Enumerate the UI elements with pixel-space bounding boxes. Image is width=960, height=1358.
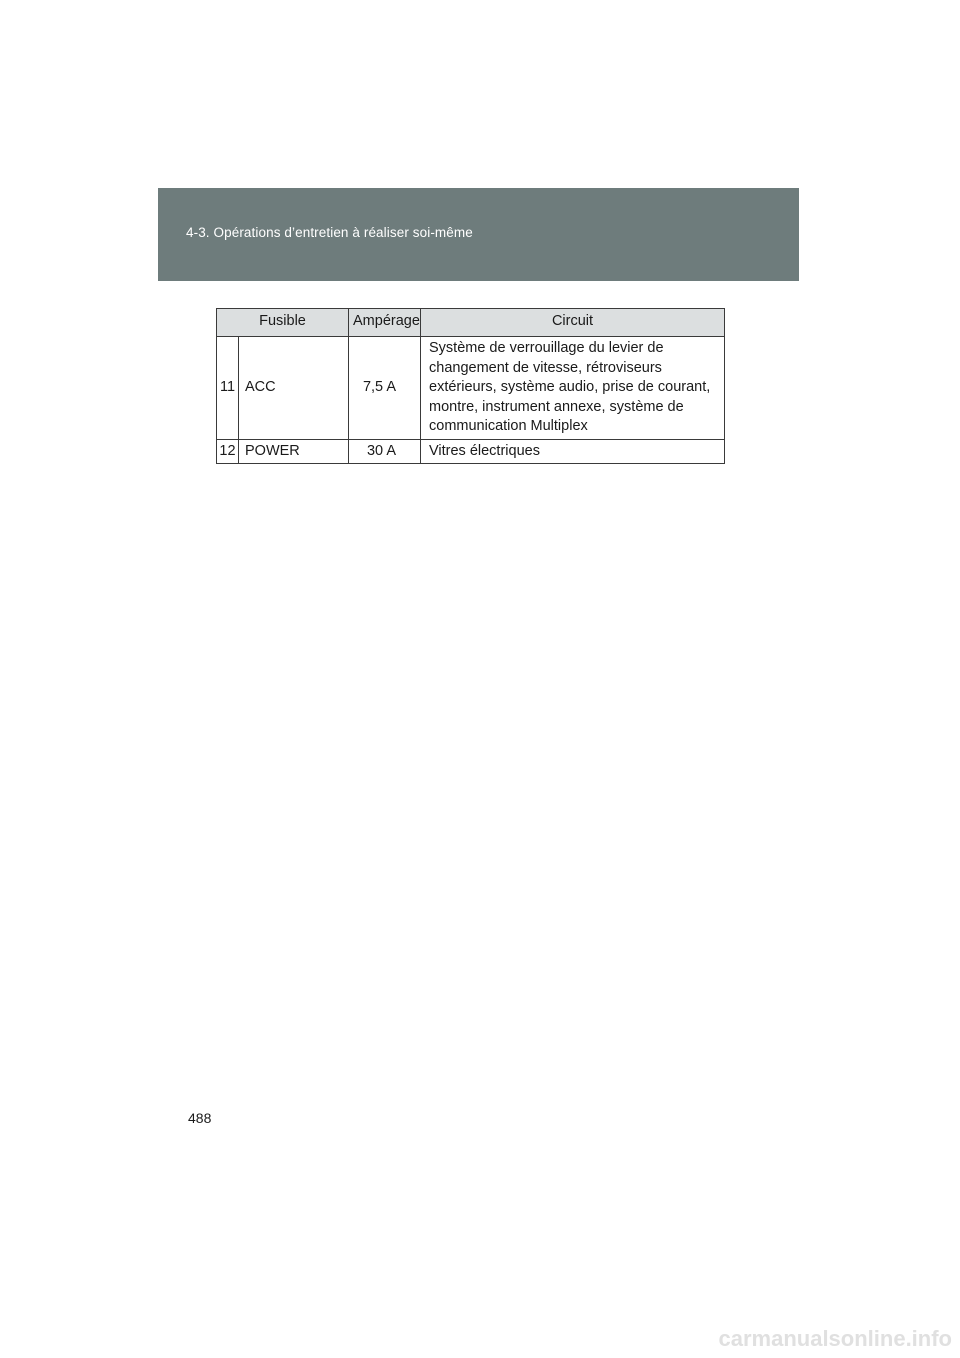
fuse-amperage: 30 A — [349, 439, 421, 464]
fuse-amperage: 7,5 A — [349, 337, 421, 440]
section-title: 4-3. Opérations d’entretien à réaliser soi-même — [186, 225, 473, 240]
table-row — [217, 337, 725, 440]
header-amperage: Ampérage — [349, 309, 421, 337]
fuse-circuit: Vitres électriques — [421, 439, 725, 464]
fuse-name: ACC — [239, 337, 349, 440]
table-row — [217, 439, 725, 464]
fuse-name: POWER — [239, 439, 349, 464]
header-circuit: Circuit — [421, 309, 725, 337]
fuse-number: 11 — [217, 337, 239, 440]
watermark: carmanualsonline.info — [718, 1326, 952, 1351]
fuse-circuit: Système de verrouillage du levier de changement de vitesse, rétroviseurs extérieurs, système audio, prise de courant, montre, instrument annexe, système de communication Multiplex — [421, 337, 725, 440]
page-number: 488 — [188, 1110, 212, 1126]
section-header-band — [158, 188, 799, 281]
fuse-table — [216, 308, 725, 464]
table-header-row — [217, 309, 725, 337]
fuse-number: 12 — [217, 439, 239, 464]
header-fuse: Fusible — [217, 309, 349, 337]
